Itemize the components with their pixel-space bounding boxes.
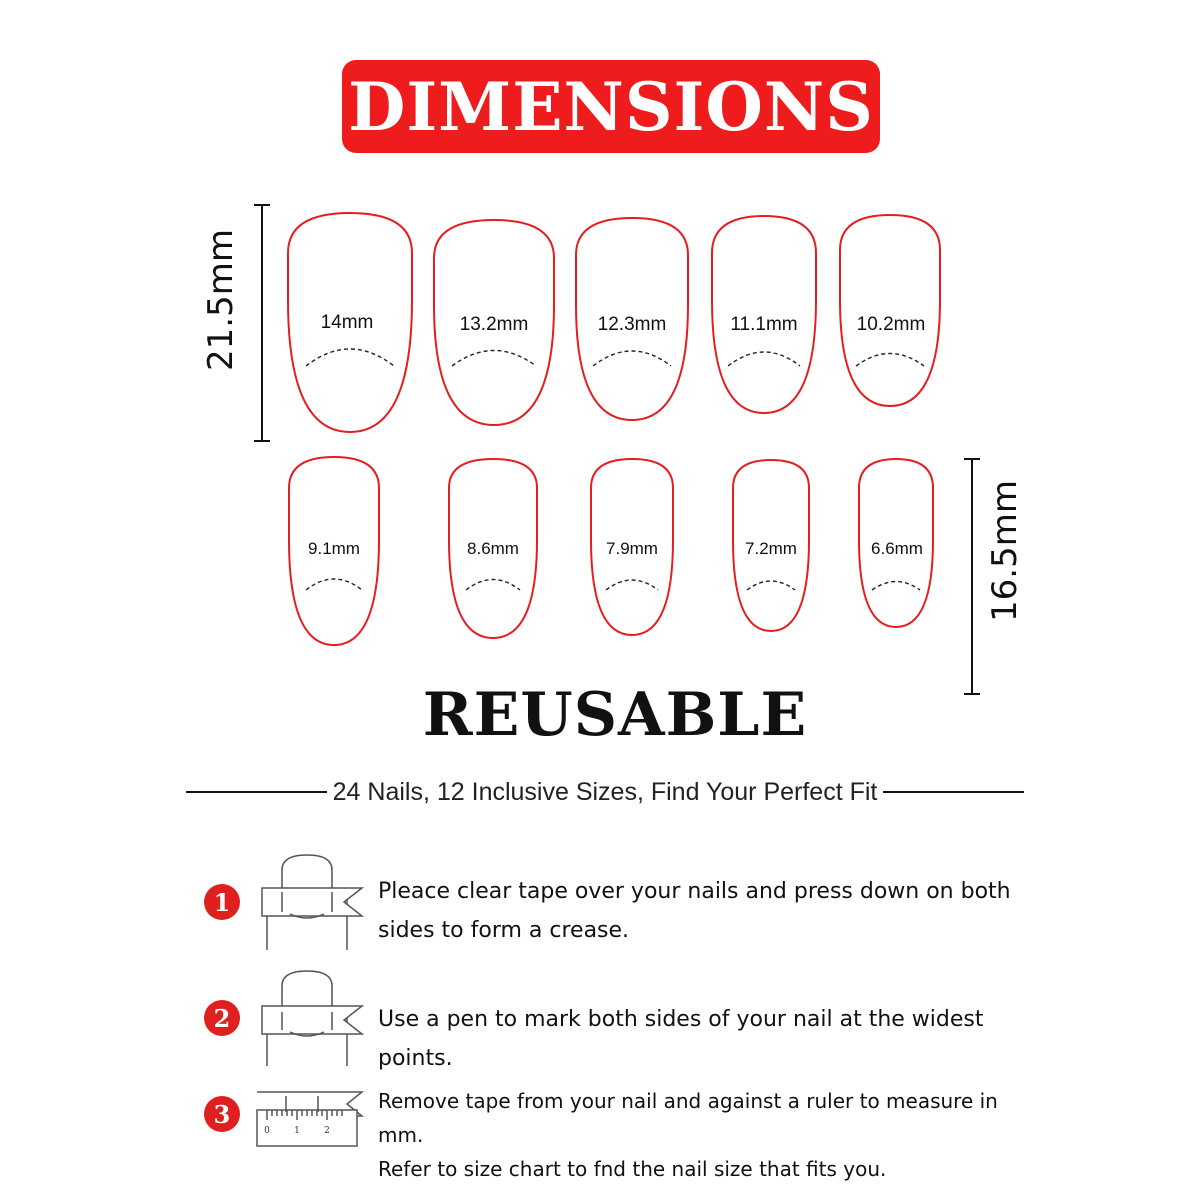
nail-size-label: 7.9mm xyxy=(606,539,658,558)
nail-shape xyxy=(712,216,816,413)
subtitle: 24 Nails, 12 Inclusive Sizes, Find Your Perfect Fit xyxy=(332,777,878,806)
mark-nail-illustration xyxy=(252,968,372,1068)
ruler-mark: 2 xyxy=(324,1126,330,1136)
nail-size-label: 14mm xyxy=(320,312,374,333)
step-1 xyxy=(0,852,1200,952)
nail-size-label: 10.2mm xyxy=(856,314,926,335)
nail-size-label: 13.2mm xyxy=(459,314,529,335)
nail-size-label: 11.1mm xyxy=(730,314,798,335)
reusable-heading: REUSABLE xyxy=(422,680,808,750)
step-2 xyxy=(0,968,1200,1071)
nail-size-label: 6.6mm xyxy=(871,539,923,558)
bottom-length-label: 16.5mm xyxy=(985,480,1025,622)
nail-shape xyxy=(859,459,933,627)
nail-shape xyxy=(289,457,379,645)
nail-size-label: 9.1mm xyxy=(308,539,360,558)
step-3 xyxy=(0,1084,1200,1184)
step-number-badge: 1 xyxy=(204,884,240,920)
ruler-illustration xyxy=(252,1084,372,1154)
ruler-mark: 1 xyxy=(294,1126,300,1136)
divider-line-right xyxy=(883,791,1024,793)
nail-shape xyxy=(576,218,688,420)
page-title: DIMENSIONS xyxy=(348,67,874,146)
top-length-label: 21.5mm xyxy=(201,229,241,371)
nail-shape xyxy=(449,459,537,638)
nail-shape xyxy=(733,460,809,631)
bottom-length-indicator xyxy=(964,459,1025,694)
step-instruction: Pleace clear tape over your nails and press down on both sides to form a crease. xyxy=(378,879,1011,943)
nail-shape xyxy=(434,220,554,425)
nail-size-label: 8.6mm xyxy=(467,539,519,558)
step-number-badge: 3 xyxy=(204,1096,240,1132)
nail-shape xyxy=(288,213,412,432)
step-instruction-line: Refer to size chart to fnd the nail size that fits you. xyxy=(378,1157,887,1181)
step-instruction xyxy=(378,1084,1038,1186)
ruler-mark: 0 xyxy=(264,1126,270,1136)
subtitle-divider xyxy=(186,776,1024,808)
nail-shape xyxy=(840,215,940,406)
divider-line-left xyxy=(186,791,327,793)
step-instruction-line: Remove tape from your nail and against a ruler to measure in mm. xyxy=(378,1089,998,1147)
tape-on-nail-illustration xyxy=(252,852,372,952)
nail-size-label: 7.2mm xyxy=(745,539,797,558)
nail-size-label: 12.3mm xyxy=(597,314,667,335)
step-number-badge: 2 xyxy=(204,1000,240,1036)
step-instruction: Use a pen to mark both sides of your nail at the widest points. xyxy=(378,1007,984,1071)
top-length-indicator xyxy=(201,205,270,441)
nail-shape xyxy=(591,459,673,635)
